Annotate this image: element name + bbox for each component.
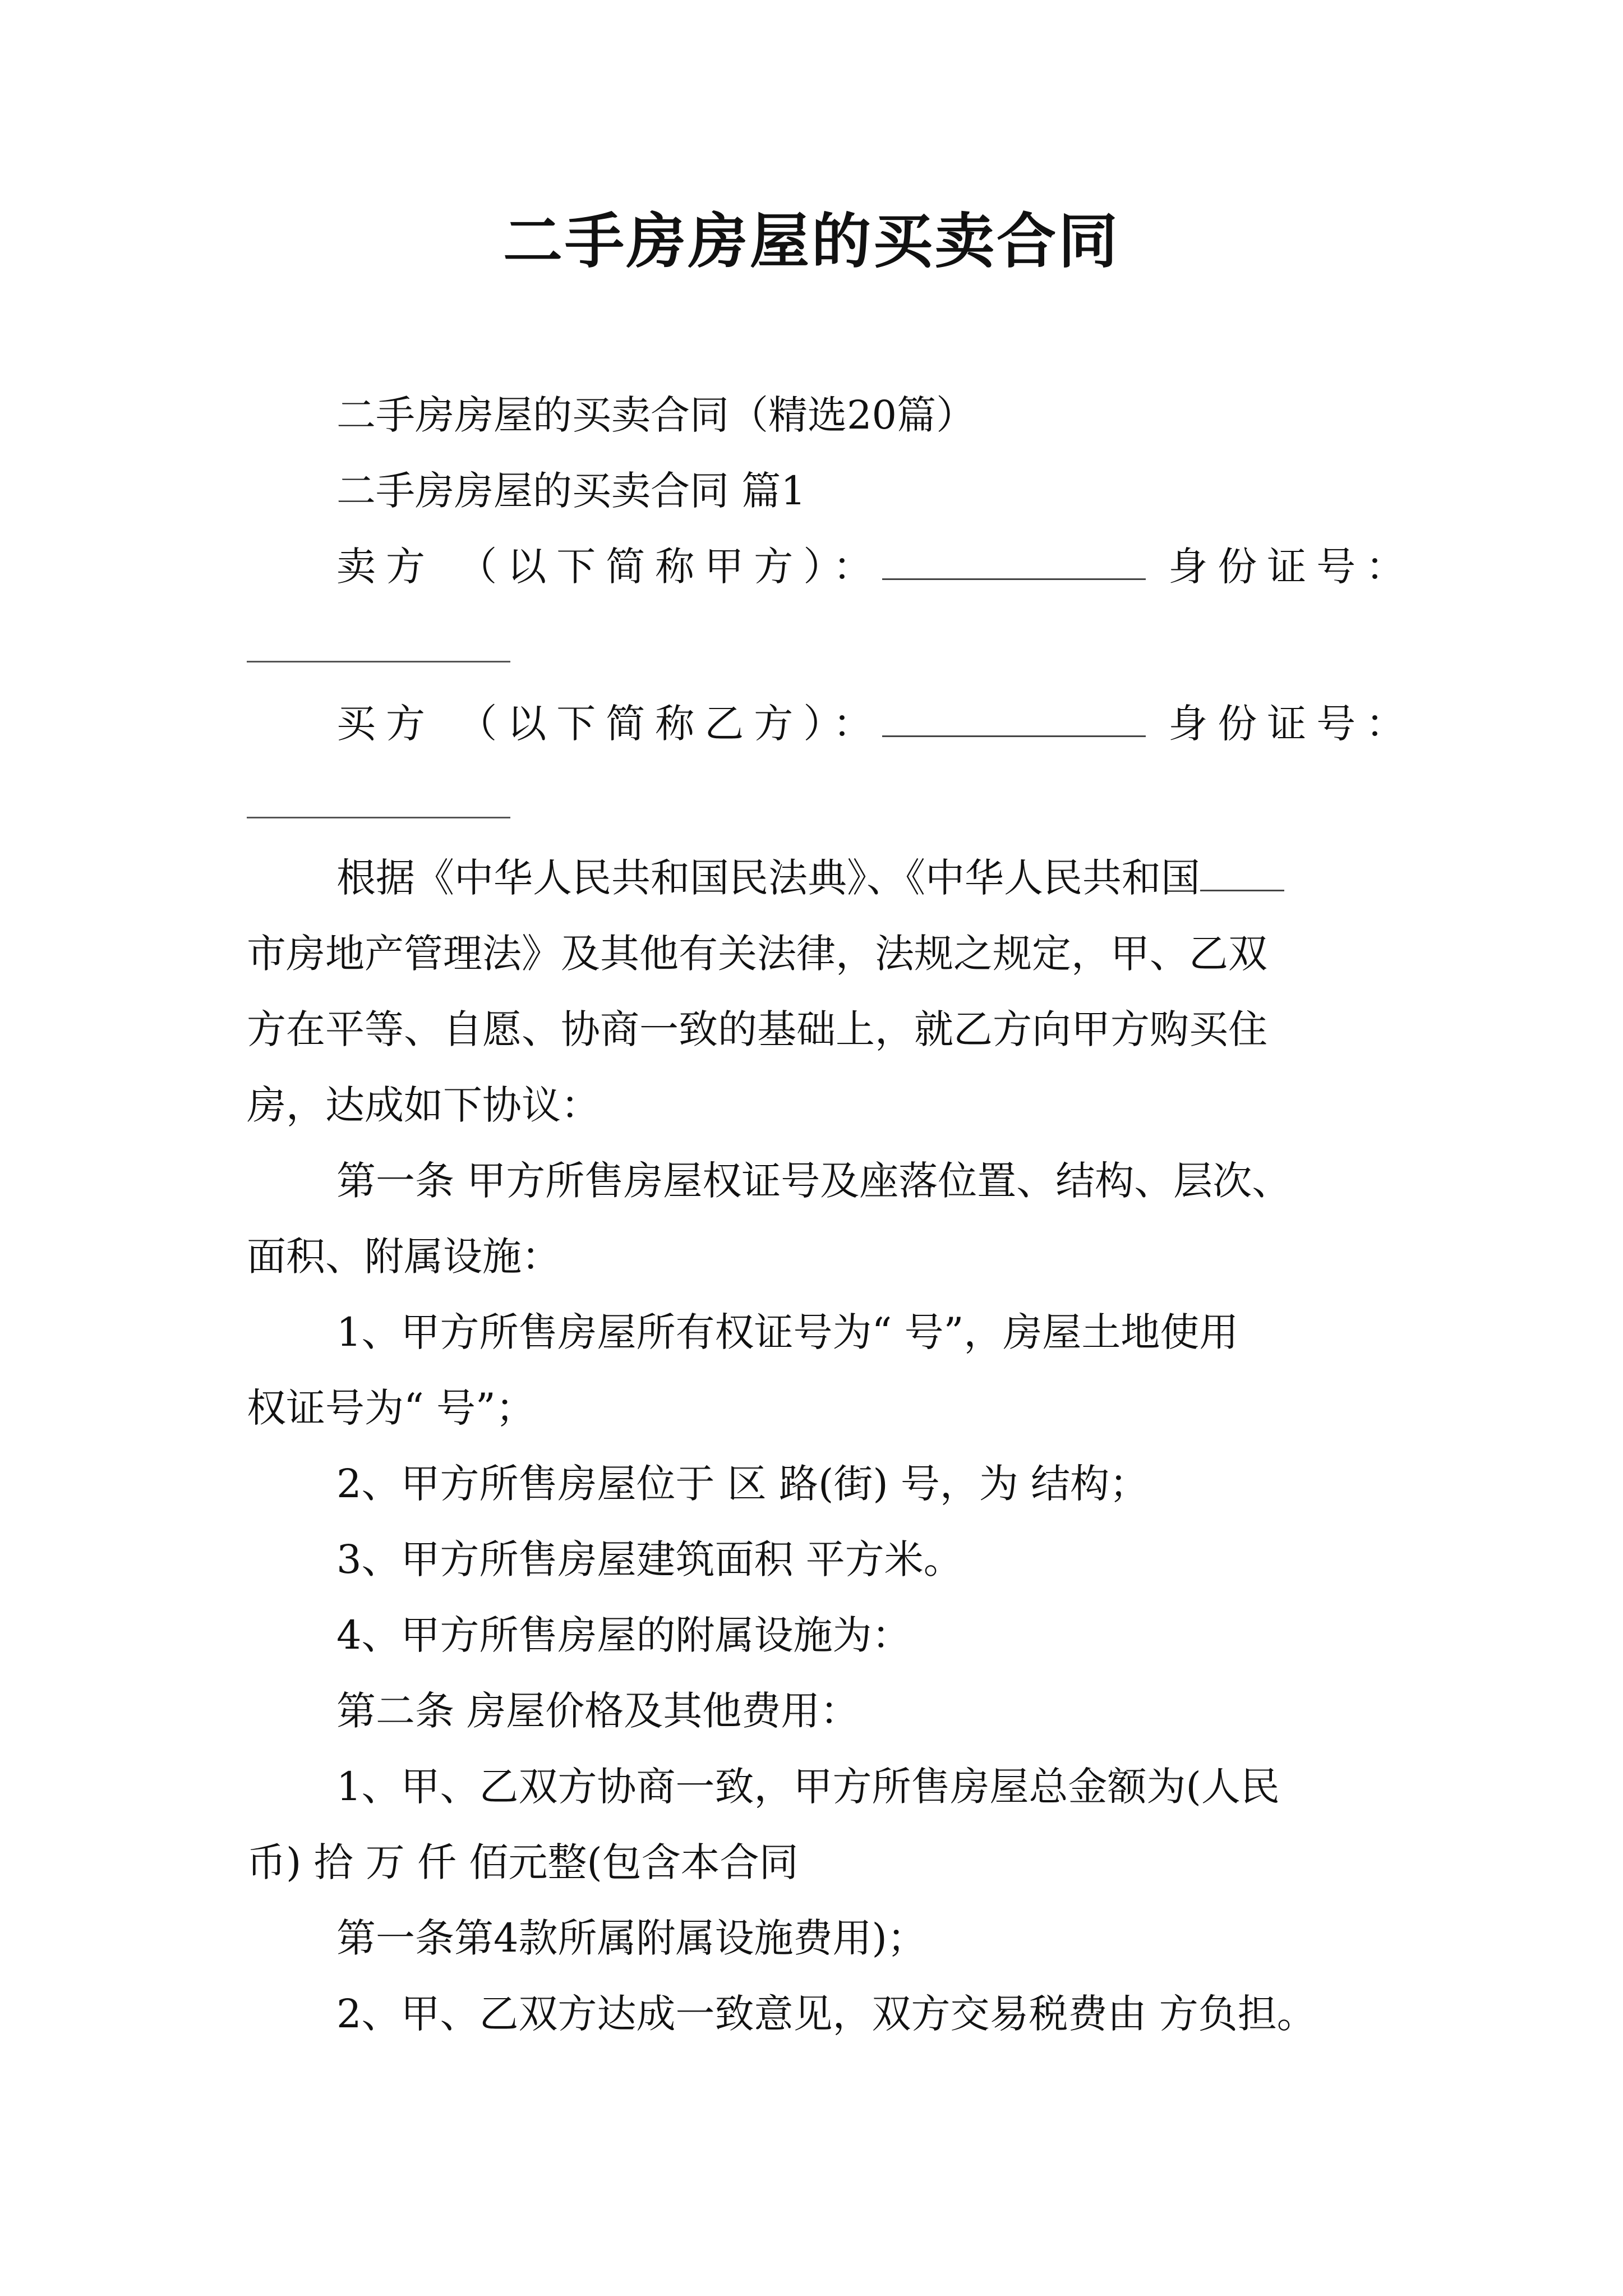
city-blank [1200,855,1284,891]
chapter-heading: 二手房房屋的买卖合同 篇1 [336,468,806,514]
seller-id-label: 身份证号： [1168,544,1415,590]
article-1-item: 3、甲方所售房屋建筑面积 平方米。 [336,1536,963,1582]
article-1-item: 4、甲方所售房屋的附属设施为： [336,1612,911,1658]
article-1-heading-cont: 面积、附属设施： [247,1234,561,1280]
article-2-heading: 第二条 房屋价格及其他费用： [336,1688,860,1734]
article-2-item: 第一条第4款所属附属设施费用)； [336,1915,926,1961]
buyer-label: 买方 （以下简称乙方）： [336,701,883,747]
article-2-item: 2、甲、乙双方达成一致意见，双方交易税费由 方负担。 [336,1991,1316,2037]
buyer-id-label: 身份证号： [1168,701,1415,747]
preamble-line: 房，达成如下协议： [247,1082,600,1128]
document-subtitle: 二手房房屋的买卖合同（精选20篇） [336,392,976,438]
article-1-item: 权证号为“ 号”； [247,1385,535,1431]
seller-id-blank [247,661,510,662]
buyer-line [336,696,1415,752]
article-2-item: 币) 拾 万 仟 佰元整(包含本合同 [247,1839,799,1885]
preamble-line: 根据《中华人民共和国民法典》、《中华人民共和国 [336,850,1284,906]
seller-label: 卖方 （以下简称甲方）： [336,544,883,590]
seller-name-blank [882,544,1146,580]
buyer-id-blank [247,817,510,818]
preamble-line: 市房地产管理法》及其他有关法律，法规之规定，甲、乙双 [247,931,1267,977]
article-1-item: 1、甲方所售房屋所有权证号为“ 号”，房屋土地使用 [336,1309,1239,1355]
article-1-item: 2、甲方所售房屋位于 区 路(街) 号，为 结构； [336,1461,1149,1507]
article-1-heading: 第一条 甲方所售房屋权证号及座落位置、结构、层次、 [336,1158,1292,1204]
seller-line [336,539,1415,595]
document-title: 二手房房屋的买卖合同 [503,206,1120,276]
buyer-name-blank [882,701,1146,737]
article-2-item: 1、甲、乙双方协商一致，甲方所售房屋总金额为(人民 [336,1764,1280,1810]
preamble-line: 方在平等、自愿、协商一致的基础上，就乙方向甲方购买住 [247,1006,1267,1052]
